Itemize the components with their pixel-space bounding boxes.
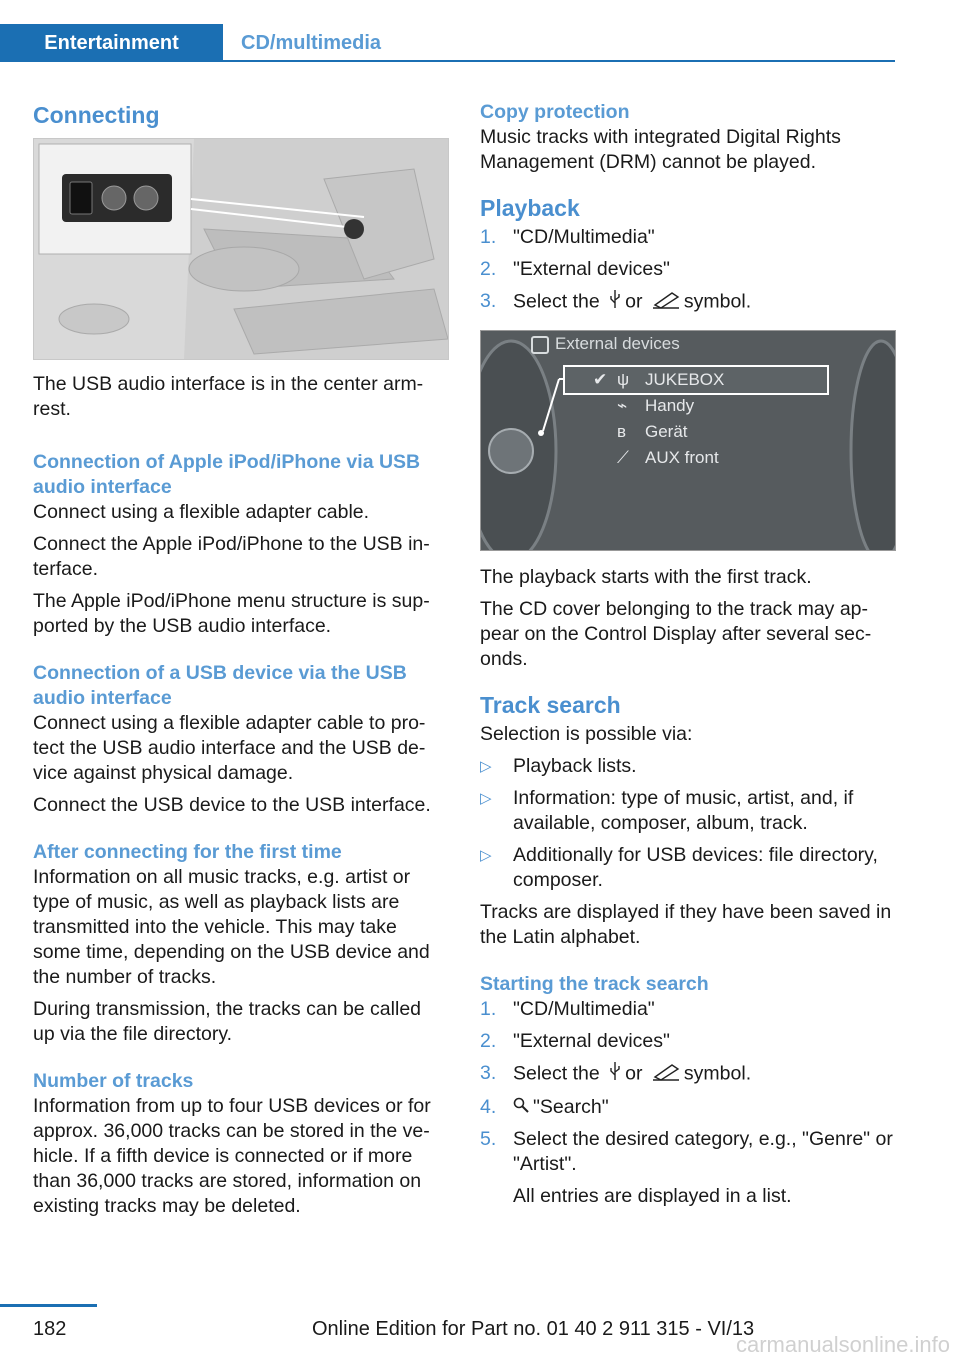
step-text-mid: or: [625, 290, 643, 313]
screen-title: [531, 333, 680, 355]
starting-steps: [480, 997, 895, 1209]
left-column: [33, 100, 443, 1226]
screen-entry-label: Handy: [645, 396, 695, 415]
after-screen-p1: The playback starts with the first track.: [480, 566, 812, 588]
screen-entry-label: Gerät: [645, 422, 688, 441]
step-number: 5.: [480, 1128, 497, 1151]
starting-step: [480, 997, 895, 1022]
after-screen-p2: The CD cover belonging to the track may ap-pear on the Control Display after several sec-onds.: [480, 598, 872, 670]
list-item: [480, 754, 895, 779]
step-number: 2.: [480, 258, 497, 280]
after-first-p2: During transmission, the tracks can be called up via the file directory.: [33, 998, 422, 1045]
armrest-usb-figure: [33, 138, 449, 360]
after-first-p1: Information on all music tracks, e.g. artist or type of music, as well as playback lists are transmitted into the vehicle. This may take some time, depending on the USB device and the number of tracks.: [33, 866, 430, 988]
starting-step: [480, 1095, 895, 1120]
copy-protection-p1: Music tracks with integrated Digital Rights Management (DRM) cannot be played.: [480, 126, 841, 173]
track-search-title: Track search: [480, 692, 621, 718]
screen-entry[interactable]: [593, 367, 724, 393]
step-number: 3.: [480, 1062, 497, 1084]
copy-protection-heading: Copy protection: [480, 101, 630, 123]
aux-icon: ⟋: [617, 448, 629, 467]
step-number: 3.: [480, 290, 497, 312]
right-column: [480, 100, 895, 1216]
screen-entry-label: JUKEBOX: [645, 370, 725, 389]
apple-heading: Connection of Apple iPod/iPhone via USB audio interface: [33, 451, 421, 498]
step-text: "External devices": [513, 258, 670, 280]
playback-steps: [480, 225, 895, 316]
apple-p1: Connect using a flexible adapter cable.: [33, 501, 370, 523]
list-item: [480, 843, 895, 893]
step-subtext: All entries are displayed in a list.: [513, 1185, 792, 1208]
step-text: "Search": [533, 1096, 609, 1118]
mobile-device-icon: [652, 289, 680, 316]
settings-gear-icon: [531, 336, 549, 354]
page-header: [0, 0, 960, 62]
usb-icon: ψ: [617, 370, 630, 389]
track-search-intro: Selection is possible via:: [480, 723, 693, 745]
armrest-illustration: [34, 139, 448, 359]
screen-entry[interactable]: [593, 393, 724, 419]
mobile-icon: ⌁: [617, 396, 628, 415]
connecting-title: Connecting: [33, 102, 160, 128]
page-number: 182: [33, 1318, 67, 1340]
list-item-text: Playback lists.: [513, 755, 637, 777]
tab-cd-multimedia-label: CD/multimedia: [241, 32, 382, 54]
watermark: carmanualsonline.info: [735, 1332, 950, 1357]
starting-heading: Starting the track search: [480, 973, 709, 995]
starting-step: [480, 1061, 895, 1088]
step-number: 2.: [480, 1030, 497, 1052]
screen-entry[interactable]: [593, 445, 724, 471]
check-icon: ✔: [593, 370, 608, 389]
step-text-post: symbol.: [683, 1062, 752, 1085]
header-divider: [223, 60, 895, 62]
usb-symbol-icon: [609, 289, 621, 316]
usb-device-heading: Connection of a USB device via the USB audio interface: [33, 662, 407, 709]
screen-title-text: External devices: [555, 334, 680, 353]
usb-device-p1: Connect using a flexible adapter cable to pro-tect the USB audio interface and the USB de-vice against physical damage.: [33, 712, 426, 784]
list-item-text: Information: type of music, artist, and, if available, composer, album, track.: [513, 787, 854, 834]
screen-entry[interactable]: [593, 419, 724, 445]
step-text: "External devices": [513, 1030, 670, 1052]
search-icon: [513, 1095, 529, 1120]
step-text-post: symbol.: [683, 290, 752, 313]
screen-entry-list: [593, 367, 724, 471]
triangle-bullet-icon: ▷: [480, 790, 492, 807]
starting-step: [480, 1127, 895, 1209]
step-text: Select the desired category, e.g., "Genre" or "Artist".: [513, 1128, 893, 1176]
step-number: 4.: [480, 1096, 497, 1118]
mobile-device-icon: [652, 1061, 680, 1088]
list-item-text: Additionally for USB devices: file directory, composer.: [513, 844, 878, 891]
footer-divider: [0, 1304, 97, 1307]
playback-title: Playback: [480, 195, 580, 221]
starting-step: [480, 1029, 895, 1054]
step-text: "CD/Multimedia": [513, 226, 655, 248]
usb-device-p2: Connect the USB device to the USB interface.: [33, 794, 431, 816]
track-search-note: Tracks are displayed if they have been saved in the Latin alphabet.: [480, 901, 892, 948]
triangle-bullet-icon: ▷: [480, 847, 492, 864]
list-item: [480, 786, 895, 836]
step-text-mid: or: [625, 1062, 643, 1085]
apple-p2: Connect the Apple iPod/iPhone to the USB in-terface.: [33, 533, 430, 580]
external-devices-screen: [480, 330, 896, 551]
step-number: 1.: [480, 998, 497, 1020]
step-text: "CD/Multimedia": [513, 998, 655, 1020]
after-first-heading: After connecting for the first time: [33, 841, 342, 863]
playback-step: [480, 225, 895, 250]
usb-interface-text: The USB audio interface is in the center arm-rest.: [33, 373, 424, 420]
track-search-bullets: [480, 754, 895, 893]
playback-step: [480, 289, 895, 316]
step-text-pre: Select the: [513, 1062, 600, 1085]
triangle-bullet-icon: ▷: [480, 758, 492, 775]
tab-cd-multimedia[interactable]: [223, 24, 895, 62]
apple-p3: The Apple iPod/iPhone menu structure is sup-ported by the USB audio interface.: [33, 590, 430, 637]
step-text-pre: Select the: [513, 290, 600, 313]
number-tracks-heading: Number of tracks: [33, 1070, 194, 1092]
tab-entertainment[interactable]: Entertainment: [0, 24, 223, 62]
screen-entry-label: AUX front: [645, 448, 719, 467]
edition-text: Online Edition for Part no. 01 40 2 911 315 - VI/13: [312, 1318, 755, 1340]
number-tracks-p1: Information from up to four USB devices or for approx. 36,000 tracks can be stored in the ve-hicle. If a fifth device is connected or if more than 36,000 tracks are stored, information on existing tracks may be deleted.: [33, 1095, 431, 1217]
usb-symbol-icon: [609, 1061, 621, 1088]
bluetooth-icon: ʙ: [617, 422, 627, 441]
step-number: 1.: [480, 226, 497, 248]
playback-step: [480, 257, 895, 282]
